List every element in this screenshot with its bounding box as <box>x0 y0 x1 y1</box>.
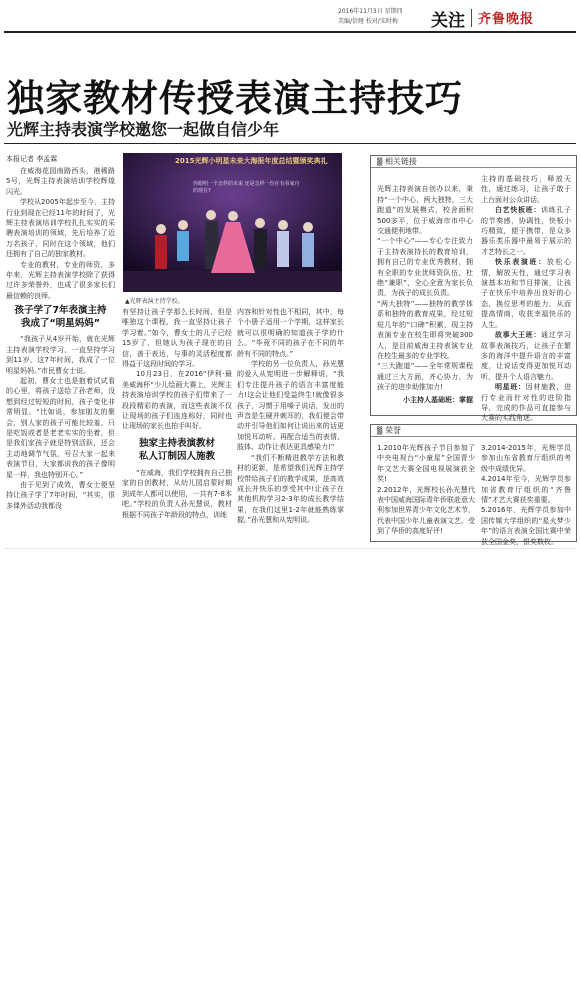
honors-heading <box>371 425 576 437</box>
article-column-3 <box>237 307 344 540</box>
paragraph: 起初，曹女士也是抱着试试看的心里，将孩子送给了孙老师，没想到经过短短的时间，孩子变化非常明显。“比如说，参加朋友的聚会，别人家的孩子可能比较羞，只是吃饭或者是老老实实的坐着，但是我们家孩子就是特别活跃，还会主动地调节气氛，号召大家一起来表演节目，大家都说我的孩子像明星一样，我也特别开心。” <box>6 376 115 479</box>
issue-date: 2016年11月3日 星期四 <box>338 8 403 15</box>
paragraph: 在威海花园南路西头，港稀路5号，光辉主持表演培训学校辉煌闪光。 <box>6 167 115 196</box>
headline: 独家教材传授表演主持技巧 <box>7 77 463 120</box>
bottom-divider <box>4 548 576 549</box>
class-name: 白艺快板班： <box>495 206 541 215</box>
related-links-left-text <box>377 174 473 410</box>
subheadline: 光辉主持表演学校邀您一起做自信少年 <box>7 120 280 139</box>
event-photo <box>123 153 342 292</box>
honors-box <box>370 424 577 546</box>
related-links-box <box>370 155 577 423</box>
paragraph: “在威海，我们学校拥有自己独家的自创教材，从幼儿园启蒙时期到成年人都可以使用，一共有7-8本吧。”学校的负责人孙光慧说，教材根据不同孩子年龄段的特点，训练 <box>122 468 232 519</box>
paragraph: 学校从2005年起步至今，主持行业到现在已经11年的时间了，光辉主持表演培训学校扎扎实实的采聘表演培训的领域，先后培养了近万名孩子，同时在这个领域，他们还拥有了自己的独家教材。 <box>6 198 115 259</box>
masthead-divider <box>471 9 472 27</box>
class-basic-label: 小主持人基础班：掌握 <box>403 395 473 404</box>
paper-logo: 齐鲁晚报 <box>478 12 535 27</box>
photo-slogan: 你眼明一个怎样的未来 还是怎样一份在有看家自的现在? <box>193 181 300 194</box>
class-desc: 通过学习故事表演技巧，让孩子在繁多的海洋中提升语言的丰富度，让说话变得更加悦耳动听，提升个人语言魅力。 <box>481 331 571 381</box>
box-marker-icon: ▒ <box>377 427 383 435</box>
masthead-rule <box>4 31 576 33</box>
class-desc: 训练孔子的节奏感，协调性，快板小巧精致，便于携带，是众多器乐类乐器中最易于展示的才艺特长之一。 <box>481 206 571 256</box>
class-desc: 放松心情，解放天性，通过学习表演基本功和节目排演，让孩子在快乐中培养出良好的心态，换位思考的能力，从而提高情商，收获幸福快乐的人生。 <box>481 258 571 329</box>
related-links-paragraphs: 光辉主持表演自创办以来，秉持“一个中心，两大独特，三大跑道”的发展模式，校舍面积500多平，位于威海市市中心交通便利地带。 “一个中心”——专心专注致力于主持表演持长的教育培训，拥有自己的专业优秀教材，拥有全职的专业优师资队伍，杜绝“兼职”，全心全意为家长负责，为孩子的成长负责。 “两大独特”——独特的教学体系和独特的教育成果，经过短短几年的“口碑”积累，现主持表演专业在校生即将突破300人，是目前威海主持表演专业在校生最多的专业学校。 “三大跑道”——全年常规课程通过三大方面，齐心协力，为孩子的进步助推加力! <box>377 185 473 392</box>
paragraph: 有坚持让孩子学那么长时间，但是唯独这个课程，我一直坚持让孩子学习着。”如今，曹女士的儿子已经15岁了，但她认为孩子现在的自信，善于表达，与事的灵活程度都得益于这段时间的学习。 <box>122 308 232 369</box>
article-column-2 <box>122 307 232 540</box>
paragraph: 学校的另一位负责人，孙光慧的爱人从宪明进一步解释说，“我们专注提升孩子的语言丰富度能力!这会让他们受益终生!就像很多孩子，习惯于用嗓子说话，发出的声音是生硬并刺耳的，我们便会带动并引导他们如何让说出来的话更加悦耳动听。再配合适当的表情、肢体、动作让表达更具感染力!” <box>237 360 344 452</box>
paragraph: “我们不断精进教学方法和教材的更新，是希望我们光辉主持学校带给孩子们的教学成果，是高效成长并快乐的享受其中!让孩子在其他机构学习2-3年的成长教学结果，在我们这里1-2年就能熟练掌握。”孙光慧和从宪明说。 <box>237 453 344 525</box>
paragraph: 主持的基础技巧，释放天性，通过练习，让孩子敢于上台面对公众讲话。 <box>481 175 571 204</box>
article-column-1 <box>6 166 115 540</box>
photo-banner: 2015光辉小明星未来大海报年度总结暨颁奖典礼 <box>175 157 328 165</box>
paragraph: 内容和针对性也不相同，其中，每个小册子适用一个学期，这样家长就可以很明确的知道孩子学的什么。“毕竟不同的孩子在不同的年龄有不同的特点。” <box>237 308 344 358</box>
section-name: 关注 <box>431 11 465 31</box>
paragraph: 专业的教材，专业的师资，多年来，光辉主持表演学校除了获得过许多荣誉外，也成了很多家长们最信赖的良师。 <box>6 260 115 300</box>
class-desc: 因材施教，进行专业而针对性的进阶指导，完成的作品可直接参与大赛的实践角逐。 <box>481 383 572 423</box>
section-heading: 孩子学了7年表演主持 我成了“明星妈妈” <box>14 305 107 330</box>
editor-credits: 美编/信娅 校对/宋时梅 <box>338 18 398 25</box>
class-name: 明星班： <box>495 383 526 392</box>
related-links-right-text <box>481 174 572 423</box>
honors-title: 荣誉 <box>384 426 401 435</box>
honors-left-list: 1.2010年光辉孩子节目参加了中央电视台“小童星”全国青少年文艺大赛全国电视展演获全奖! 2.2012年，光辉校长孙光慧代表中国威海国际青年侨联赴意大利参加世界青少年文化艺术节，代表中国少年儿童表演文艺，受到了华侨的高度好评! <box>377 444 475 536</box>
stage-illustration <box>123 153 342 292</box>
paragraph: “我孩子从4岁开始，就在光辉主持表演学校学习，一直坚持学习到11岁，这7年时间，我成了一位明星妈妈。”市民曹女士说。 <box>6 335 115 375</box>
class-name: 故事大王班： <box>495 331 541 340</box>
honors-right-list: 3.2014-2015年，光辉学员参加山东省教育厅组织的考级中成绩优异。 4.2014年至今，光辉学员参加省教育厅组织的“齐鲁情”才艺大赛获奖重要。 5.2016年，光辉学员参加中国传媒大学组织的“星火梦少年”的语言表演全国比赛中荣获全国金奖，银奖数枚。 <box>481 444 571 546</box>
box-marker-icon: ▒ <box>377 158 383 166</box>
class-name: 快乐表演班： <box>495 258 547 267</box>
section-heading: 独家主持表演教材 私人订制因人施教 <box>138 437 215 462</box>
related-links-heading <box>371 156 576 168</box>
photo-caption: ▲光辉表演主持学校。 <box>125 298 184 305</box>
paragraph: 10月23日，在2016“伊利·最美威海杯”少儿绘画大赛上，光辉主持表演培训学校的孩子们带来了一段段精彩的表演，而这些表演不仅让现场的孩子们连连称好，同时也让现场的家长也拍手叫好。 <box>122 370 232 431</box>
headline-rule <box>4 143 576 144</box>
related-links-title: 相关链接 <box>384 157 417 166</box>
paragraph: 由于见到了成效，曹女士便坚持让孩子学了7年时间，“其实，很多课外活动我都没 <box>6 480 115 510</box>
byline: 本报记者 李孟霖 <box>6 155 58 163</box>
